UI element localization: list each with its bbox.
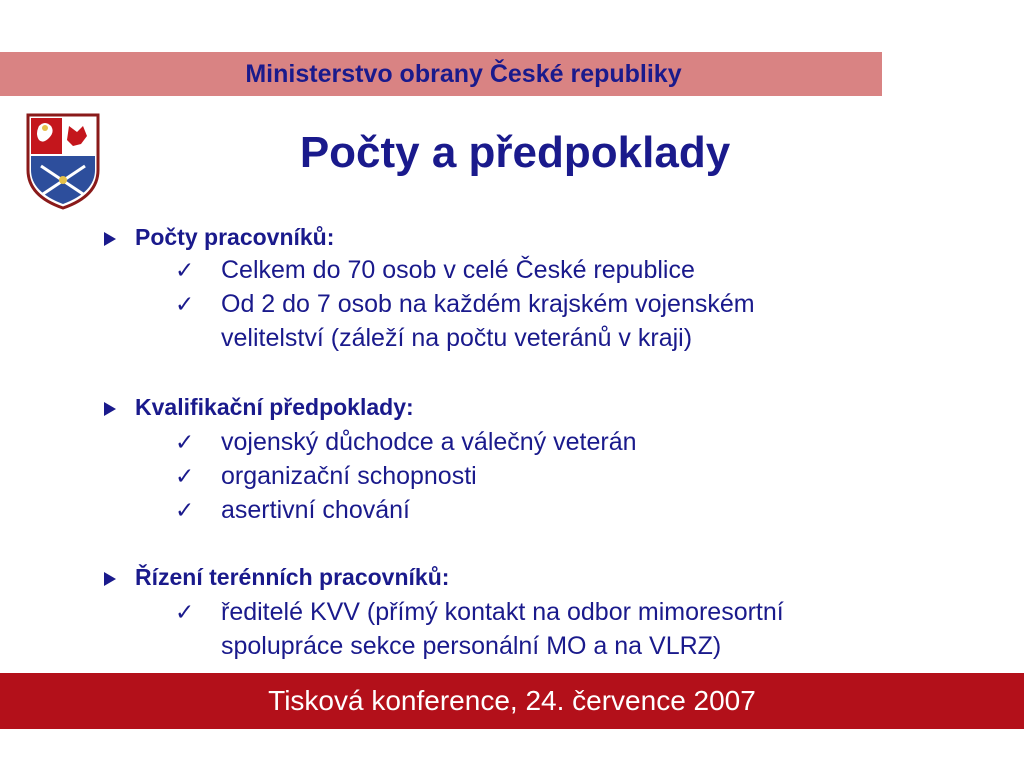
arrow-bullet-icon [104,232,116,246]
list-item-text: Celkem do 70 osob v celé České republice [221,256,695,284]
checkmark-icon: ✓ [175,257,195,283]
section-heading-text: Počty pracovníků: [135,224,335,250]
section-heading-text: Řízení terénních pracovníků: [135,564,450,590]
list-item-text: organizační schopnosti [221,462,477,490]
list-item-text: vojenský důchodce a válečný veterán [221,428,637,456]
slide-title: Počty a předpoklady [299,128,731,177]
footer-text: Tisková konference, 24. července 2007 [268,685,756,716]
section-heading-text: Kvalifikační předpoklady: [135,394,414,420]
list-item [175,290,755,319]
list-item-continuation: spolupráce sekce personální MO a na VLRZ) [221,632,722,660]
arrow-bullet-icon [104,402,116,416]
list-item [175,598,784,627]
section-heading [104,224,334,251]
ministry-name: Ministerstvo obrany České republiky [245,60,682,88]
list-item-text: ředitelé KVV (přímý kontakt na odbor mimoresortní [221,598,784,626]
checkmark-icon: ✓ [175,429,195,455]
checkmark-icon: ✓ [175,463,195,489]
section-heading [104,564,449,591]
list-item [175,256,695,285]
list-item [175,496,410,525]
list-item-continuation: velitelství (záleží na počtu veteránů v kraji) [221,324,693,352]
list-item-text: Od 2 do 7 osob na každém krajském vojenském [221,290,755,318]
section-heading [104,394,414,421]
list-item [175,462,477,491]
list-item-text: asertivní chování [221,496,410,524]
list-item [175,428,637,457]
checkmark-icon: ✓ [175,497,195,523]
arrow-bullet-icon [104,572,116,586]
checkmark-icon: ✓ [175,291,195,317]
checkmark-icon: ✓ [175,599,195,625]
